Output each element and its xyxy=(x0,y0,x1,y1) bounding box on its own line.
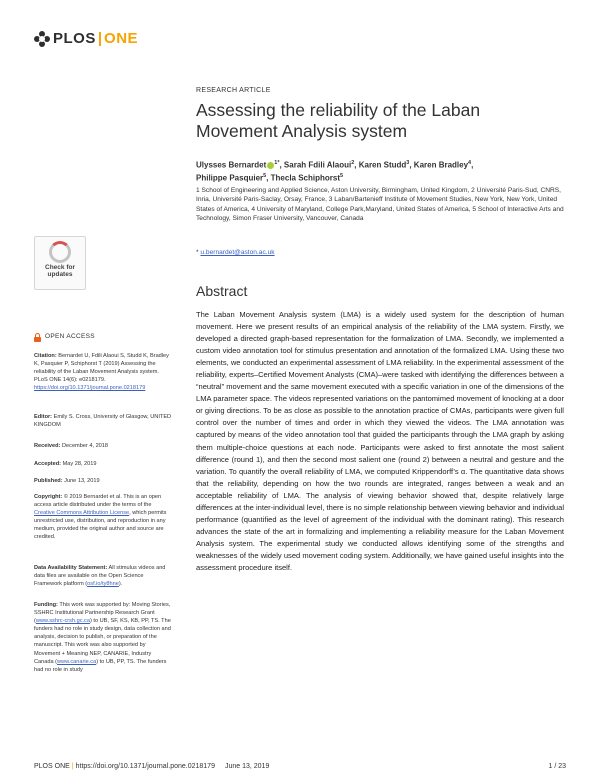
footer-doi-link[interactable]: https://doi.org/10.1371/journal.pone.0218179 xyxy=(75,763,215,770)
published-block xyxy=(34,477,172,485)
author-affil-sup: 5 xyxy=(340,172,344,179)
author-name[interactable]: Thecla Schiphorst xyxy=(270,173,341,183)
affil-num: 4 xyxy=(251,205,256,213)
badge-line-1: Check for xyxy=(45,264,75,271)
footer-separator: | xyxy=(71,763,74,770)
canarie-link[interactable]: www.canarie.ca xyxy=(57,658,97,665)
editor-label: Editor: xyxy=(34,414,53,420)
abstract-text: The Laban Movement Analysis system (LMA) is a widely used system for the description of human movement. Here we present results of an empirical analysis of the reliability of the LMA system. Firstly, we developed a directed graph-based representation for the formalization of LMA. Secondly, we implemented a custom video annotation tool for stimulus presentation and annotation of the formalized LMA. Using these two elements, we conducted an experimental assessment of LMA reliability. In the experimental assessment of the reliability, experts–Certified Movement Analysts (CMA)–were tasked with identifying the differences between a “neutral” movement and the same movement executed with a specific variation in one of the dimensions of the LMA parameter space. The videos represented variations on the pantomimed movement of knocking at a door or giving directions. To be as close as possible to the annotation practice of CMAs, participants were given full control over the number of times and order in which they viewed the videos. The LMA annotation was captured by means of the video annotation tool that guided the participants through the LMA graph by asking them multiple-choice questions at each node. Participants were asked to first annotate the most salient difference (round 1), and then the second most salient one (round 2) between a neutral and gesture and the variation. To quantify the overall reliability of LMA, we computed Krippendorff’s α. The quantitative data shows that the reliability, depending on how the two rounds are integrated, ranges between a weak and an acceptable reliability of LMA. The analysis of viewing behavior showed that, despite relatively large differences at the inter-individual level, there is no simple relationship between viewing behavior and individual performance (quantified as the level of agreement of the individual with the dominant rating). This research advances the state of the art in formalizing and implementing a reliability measure for the Laban Movement Analysis system. The experimental study we conducted allows identifying some of the strengths and weaknesses of the widely used movement coding system. Additionally, we have gained useful insights into the assessment procedure itself. xyxy=(196,310,564,572)
accepted-date: May 28, 2019 xyxy=(62,461,97,467)
accepted-label: Accepted: xyxy=(34,461,62,467)
author-separator: , xyxy=(279,160,284,170)
check-for-updates-badge[interactable] xyxy=(34,236,86,290)
author-name[interactable]: Sarah Fdili Alaoui xyxy=(283,160,352,170)
osf-link[interactable]: osf.io/ty8hne xyxy=(87,581,119,588)
author-separator: , xyxy=(354,160,359,170)
affil-text: School of Interactive Arts and Technology, Simon Fraser University, Vancouver, Canada xyxy=(196,205,564,222)
article-type-label: RESEARCH ARTICLE xyxy=(196,87,271,94)
affil-text: University of Maryland, College Park,Maryland, United States of America, xyxy=(256,205,471,213)
author-affil-sup: 2 xyxy=(351,160,355,166)
published-date: June 13, 2019 xyxy=(64,478,100,484)
affiliations xyxy=(196,186,564,223)
sshrc-link[interactable]: www.sshrc-crsh.gc.ca xyxy=(35,618,90,625)
copyright-text-end: , which permits unrestricted use, distribution, and reproduction in any medium, provided the original author and source are credited. xyxy=(34,510,167,541)
copyright-text: © 2019 Bernardet et al. This is an open access article distributed under the terms of the xyxy=(34,494,162,509)
data-availability-text-end: ). xyxy=(118,581,123,588)
author-name[interactable]: Ulysses Bernardet xyxy=(196,160,267,170)
data-availability-label: Data Availability Statement: xyxy=(34,565,108,571)
affil-text: Laban/Bartenieff Institute of Movement Studies, New York, New York, United States of America, xyxy=(196,196,558,213)
received-block xyxy=(34,442,172,450)
page-footer xyxy=(34,763,566,770)
logo-one-text: ONE xyxy=(104,30,139,47)
accepted-block xyxy=(34,460,172,468)
footer-date: June 13, 2019 xyxy=(224,763,270,770)
open-access-text: OPEN ACCESS xyxy=(45,333,95,341)
check-updates-icon xyxy=(49,241,71,263)
citation-block xyxy=(34,352,172,392)
funding-label: Funding: xyxy=(34,602,58,608)
affil-text: Université Paris-Sud, CNRS, Inria, Université Paris-Saclay, Orsay, France, xyxy=(196,187,561,204)
author-separator: , xyxy=(266,173,271,183)
open-access-label xyxy=(34,333,172,342)
logo-separator: | xyxy=(97,30,103,47)
data-availability-block xyxy=(34,564,172,588)
author-affil-sup: 4 xyxy=(468,160,472,166)
published-label: Published: xyxy=(34,478,63,484)
affil-num: 2 xyxy=(471,187,475,194)
article-title: Assessing the reliability of the Laban Movement Analysis system xyxy=(196,100,481,141)
received-date: December 4, 2018 xyxy=(62,443,109,449)
editor-text: Emily S. Cross, University of Glasgow, UNITED KINGDOM xyxy=(34,414,172,429)
corresponding-email-link[interactable]: u.bernardet@aston.ac.uk xyxy=(200,249,275,256)
author-name[interactable]: Philippe Pasquier xyxy=(196,173,264,183)
editor-block xyxy=(34,413,172,429)
data-availability-text: All stimulus videos and data files are available on the Open Science Framework platform ( xyxy=(34,565,166,588)
logo-plos-text: PLOS xyxy=(53,30,96,47)
plos-logo-icon xyxy=(34,31,50,47)
affil-num: 5 xyxy=(472,205,477,213)
author-affil-sup: 1* xyxy=(274,160,280,166)
author-affil-sup: 5 xyxy=(263,172,267,179)
corresponding-star: * xyxy=(196,249,199,256)
affil-num: 1 xyxy=(196,187,200,194)
copyright-block xyxy=(34,493,172,542)
author-separator: , xyxy=(409,160,414,170)
received-label: Received: xyxy=(34,443,61,449)
abstract-heading: Abstract xyxy=(196,283,248,299)
author-affil-sup: 3 xyxy=(406,160,410,166)
funding-text-mid: ) to UB, SF, KS, KB, PP, TS. The funders had no role in study design, data collection and analysis, decision to publish, or preparation of the manuscript. This work was also supported by Movement + Meaning NEP, CANARIE, Industry Canada ( xyxy=(34,618,171,665)
affil-num: 3 xyxy=(328,196,333,204)
creative-commons-link[interactable]: Creative Commons Attribution License xyxy=(34,510,130,517)
plos-one-logo[interactable] xyxy=(34,30,138,47)
funding-text-end: ) to UB, PP, TS. The funders had no role in study xyxy=(34,658,167,673)
affil-text: School of Engineering and Applied Science, Aston University, Birmingham, United Kingdom, xyxy=(201,187,470,194)
citation-doi-link[interactable]: https://doi.org/10.1371/journal.pone.0218179 xyxy=(34,385,146,392)
copyright-label: Copyright: xyxy=(34,494,63,500)
page-number: 1 / 23 xyxy=(548,763,566,770)
author-list xyxy=(196,158,564,183)
author-name[interactable]: Karen Studd xyxy=(358,160,407,170)
author-separator: , xyxy=(471,160,474,170)
open-access-lock-icon xyxy=(34,333,41,342)
badge-line-2: updates xyxy=(47,271,73,278)
author-name[interactable]: Karen Bradley xyxy=(413,160,469,170)
corresponding-author xyxy=(196,249,564,256)
citation-label: Citation: xyxy=(34,353,57,359)
citation-text: Bernardet U, Fdili Alaoui S, Studd K, Bradley K, Pasquier P, Schiphorst T (2019) Assessing the reliability of the Laban Movement Analysis system. PLoS ONE 14(6): e0218179. xyxy=(34,353,169,384)
footer-journal: PLOS ONE xyxy=(34,763,70,770)
funding-block xyxy=(34,601,172,674)
funding-text: This work was supported by: Moving Stories, SSHRC Institutional Partnership Research Grant ( xyxy=(34,602,171,625)
